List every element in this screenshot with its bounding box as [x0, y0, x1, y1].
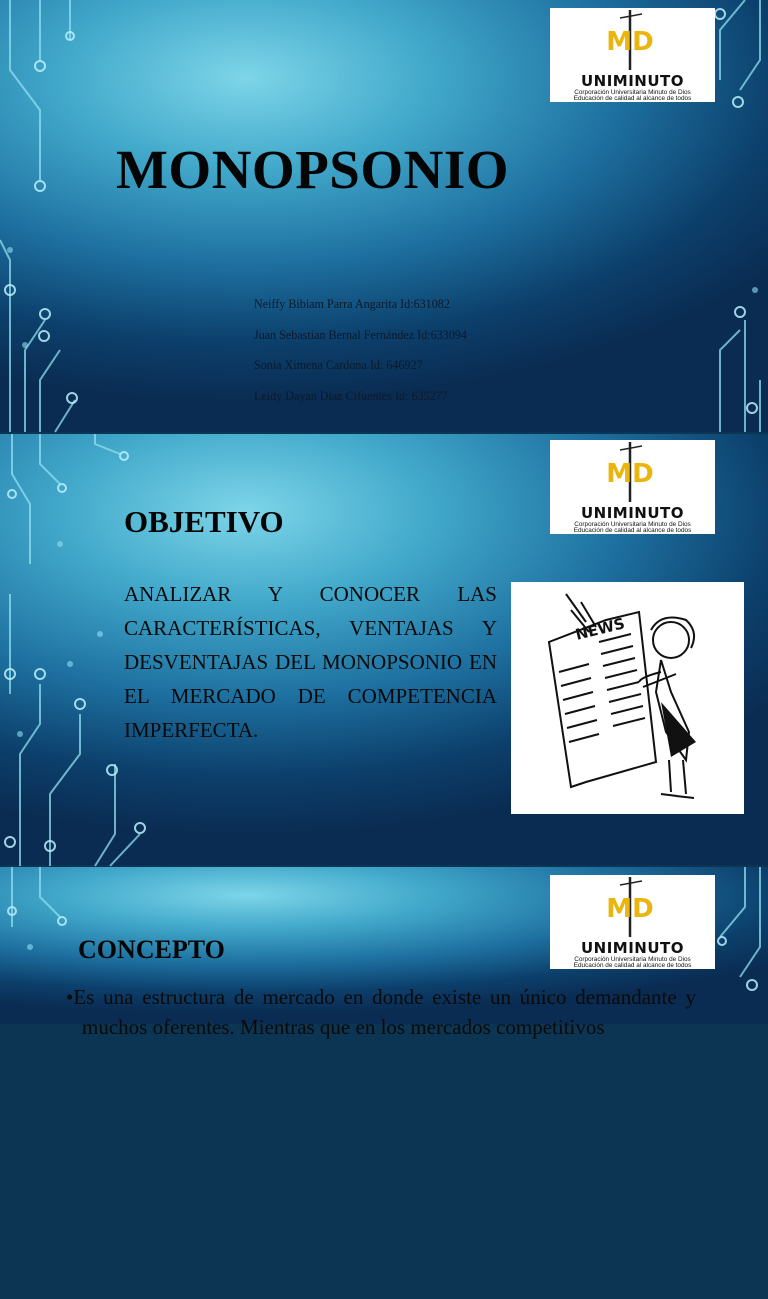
logo-subtitle: Corporación Universitaria Minuto de Dios	[574, 956, 691, 963]
objective-paragraph: ANALIZAR Y CONOCER LAS CARACTERÍSTICAS, VENTAJAS Y DESVENTAJAS DEL MONOPSONIO EN EL MERCADO DE COMPETENCIA IMPERFECTA.	[124, 582, 497, 742]
section-heading: OBJETIVO	[124, 504, 284, 539]
newspaper-illustration	[511, 582, 744, 814]
svg-text:MD: MD	[606, 27, 654, 57]
slide-title	[0, 0, 768, 432]
logo-tagline: Educación de calidad al alcance de todos	[573, 95, 692, 102]
slide-concept	[0, 867, 768, 1039]
svg-text:NEWS: NEWS	[573, 614, 627, 644]
logo-subtitle: Corporación Universitaria Minuto de Dios	[574, 89, 691, 96]
author-item: Leidy Dayan Diaz Cifuentes Id: 635277	[254, 387, 448, 403]
svg-text:MD: MD	[606, 459, 654, 489]
author-list	[254, 293, 483, 415]
logo-name: UNIMINUTO	[580, 504, 685, 522]
slide-title-text: MONOPSONIO	[116, 139, 510, 200]
logo-name: UNIMINUTO	[580, 72, 685, 90]
uniminuto-logo	[550, 8, 715, 102]
svg-text:MD: MD	[606, 894, 654, 924]
concept-bullet	[66, 982, 696, 1042]
concept-text: Es una estructura de mercado en donde existe un único demandante y muchos oferentes. Mientras que en los mercados competitivos	[73, 985, 696, 1039]
bullet-icon: •	[66, 985, 74, 1009]
uniminuto-logo	[550, 440, 715, 534]
woman-reading-newspaper-icon	[511, 582, 744, 814]
uniminuto-logo	[550, 875, 715, 969]
logo-tagline: Educación de calidad al alcance de todos	[573, 962, 692, 969]
slide-objective	[0, 434, 768, 865]
author-item: Neiffy Bibiam Parra Angarita Id:631082	[254, 296, 450, 311]
logo-tagline: Educación de calidad al alcance de todos	[573, 527, 692, 534]
author-item: Juan Sebastian Bernal Fernández Id:633094	[254, 326, 467, 342]
logo-name: UNIMINUTO	[580, 939, 685, 957]
author-item: Sonia Ximena Cardona Id: 646927	[254, 357, 423, 372]
logo-subtitle: Corporación Universitaria Minuto de Dios	[574, 521, 691, 528]
section-heading: CONCEPTO	[78, 935, 225, 964]
